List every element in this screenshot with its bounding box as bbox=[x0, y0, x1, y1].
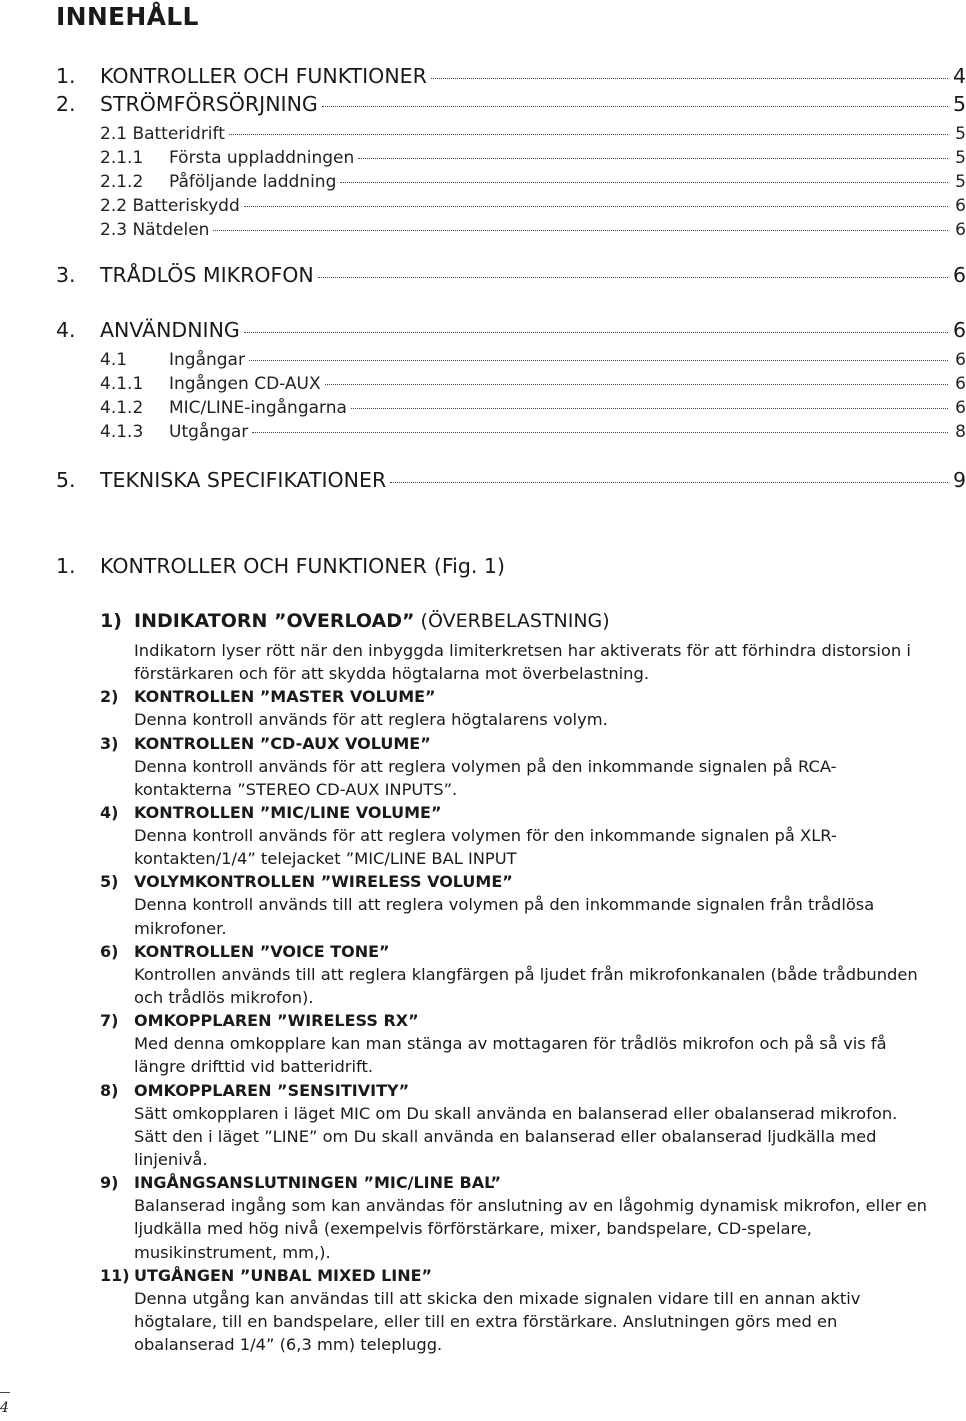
toc-dot-leader bbox=[390, 481, 948, 483]
control-item-description: Indikatorn lyser rött när den inbyggda limiterkretsen har aktiverats för att förhindra distorsion i förstärkaren och för att skydda högtalarna mot överbelastning. bbox=[134, 641, 911, 684]
control-item-title bbox=[100, 1171, 930, 1194]
toc-entry-page: 6 bbox=[955, 196, 966, 216]
control-item bbox=[100, 685, 930, 731]
toc-entry-page: 5 bbox=[955, 148, 966, 168]
toc-entry[interactable] bbox=[56, 92, 966, 116]
toc-entry[interactable] bbox=[100, 398, 966, 418]
control-item bbox=[100, 1171, 930, 1264]
section-title: KONTROLLER OCH FUNKTIONER bbox=[100, 554, 427, 578]
toc-entry-label: TRÅDLÖS MIKROFON bbox=[100, 263, 314, 287]
toc-dot-leader bbox=[351, 407, 948, 409]
control-item-title bbox=[100, 732, 930, 755]
control-item-label-suffix: (ÖVERBELASTNING) bbox=[414, 610, 610, 632]
toc-entry[interactable] bbox=[100, 422, 966, 442]
control-item-label: VOLYMKONTROLLEN ”WIRELESS VOLUME” bbox=[134, 872, 513, 892]
toc-entry-label: Utgångar bbox=[169, 422, 249, 442]
page-number: 4 bbox=[0, 1400, 9, 1416]
toc-entry-page: 5 bbox=[955, 172, 966, 192]
control-item-title bbox=[100, 870, 930, 893]
page-edge-mark bbox=[0, 1392, 10, 1393]
toc-entry[interactable] bbox=[100, 220, 966, 240]
toc-entry-label: Första uppladdningen bbox=[169, 148, 355, 168]
toc-entry-label: Påföljande laddning bbox=[169, 172, 337, 192]
toc-dot-leader bbox=[431, 77, 948, 79]
control-item-label: INGÅNGSANSLUTNINGEN ”MIC/LINE BAL” bbox=[134, 1173, 501, 1193]
toc-dot-leader bbox=[229, 133, 948, 135]
section-heading bbox=[56, 554, 505, 578]
toc-entry[interactable] bbox=[100, 172, 966, 192]
toc-entry[interactable] bbox=[100, 374, 966, 394]
toc-entry[interactable] bbox=[56, 468, 966, 492]
controls-list bbox=[100, 607, 930, 1356]
control-item-description: Denna kontroll används till att reglera volymen på den inkommande signalen från trådlösa mikrofoner. bbox=[134, 895, 875, 938]
control-item-title bbox=[100, 940, 930, 963]
control-item-title bbox=[100, 607, 930, 635]
toc-entry-number: 4.1.1 bbox=[100, 374, 144, 394]
toc-dot-leader bbox=[244, 205, 948, 207]
toc-entry-label: KONTROLLER OCH FUNKTIONER bbox=[100, 64, 427, 88]
toc-entry-label: 2.1 Batteridrift bbox=[100, 124, 225, 144]
control-item-title bbox=[100, 1264, 930, 1287]
toc-entry-number: 5. bbox=[56, 468, 76, 492]
toc-entry[interactable] bbox=[56, 318, 966, 342]
toc-dot-leader bbox=[358, 157, 948, 159]
toc-entry-number: 2. bbox=[56, 92, 76, 116]
toc-dot-leader bbox=[318, 276, 948, 278]
toc-entry-page: 8 bbox=[955, 422, 966, 442]
section-figure-ref: (Fig. 1) bbox=[433, 554, 505, 578]
toc-entry-number: 4.1.3 bbox=[100, 422, 144, 442]
control-item bbox=[100, 732, 930, 801]
toc-entry[interactable] bbox=[100, 196, 966, 216]
control-item-title bbox=[100, 685, 930, 708]
toc-dot-leader bbox=[252, 431, 948, 433]
toc-entry-page: 9 bbox=[952, 468, 966, 492]
control-item-description: Denna kontroll används för att reglera volymen för den inkommande signalen på XLR-kontakten/1/4” telejacket ”MIC/LINE BAL INPUT bbox=[134, 826, 837, 869]
toc-entry-page: 6 bbox=[955, 398, 966, 418]
control-item-description: Kontrollen används till att reglera klangfärgen på ljudet från mikrofonkanalen (både trådbunden och trådlös mikrofon). bbox=[134, 964, 918, 1008]
toc-entry[interactable] bbox=[56, 263, 966, 287]
toc-entry-number: 4.1.2 bbox=[100, 398, 144, 418]
toc-entry-label: 2.3 Nätdelen bbox=[100, 220, 210, 240]
toc-dot-leader bbox=[340, 181, 948, 183]
toc-entry-label: Ingången CD-AUX bbox=[169, 374, 321, 394]
toc-entry-number: 4. bbox=[56, 318, 76, 342]
control-item-number: 9) bbox=[100, 1173, 119, 1193]
toc-entry-label: TEKNISKA SPECIFIKATIONER bbox=[100, 468, 387, 492]
control-item-label: KONTROLLEN ”MIC/LINE VOLUME” bbox=[134, 803, 442, 823]
toc-entry-page: 6 bbox=[955, 220, 966, 240]
toc-entry-number: 4.1 bbox=[100, 350, 128, 370]
control-item-number: 2) bbox=[100, 687, 119, 707]
toc-entry-number: 2.1.1 bbox=[100, 148, 144, 168]
toc-entry-number: 1. bbox=[56, 64, 76, 88]
control-item-description: Denna kontroll används för att reglera volymen på den inkommande signalen på RCA-kontakterna ”STEREO CD-AUX INPUTS”. bbox=[134, 756, 837, 799]
control-item bbox=[100, 1264, 930, 1357]
control-item-number: 1) bbox=[100, 610, 122, 632]
toc-entry-label: 2.2 Batteriskydd bbox=[100, 196, 240, 216]
toc-dot-leader bbox=[325, 383, 948, 385]
section-number: 1. bbox=[56, 554, 76, 578]
control-item bbox=[100, 940, 930, 1009]
control-item-description: Sätt omkopplaren i läget MIC om Du skall använda en balanserad eller obalanserad mikrofon. Sätt den i läget ”LINE” om Du skall använda en balanserad eller obalanserad ljudkälla med linjenivå. bbox=[134, 1103, 898, 1170]
toc-entry-label: ANVÄNDNING bbox=[100, 318, 240, 342]
control-item-number: 6) bbox=[100, 941, 119, 961]
toc-entry-label: Ingångar bbox=[169, 350, 245, 370]
control-item-description: Med denna omkopplare kan man stänga av mottagaren för trådlös mikrofon och på så vis få längre drifttid vid batteridrift. bbox=[134, 1034, 887, 1077]
toc-entry-page: 6 bbox=[955, 374, 966, 394]
control-item-title bbox=[100, 1009, 930, 1032]
toc-entry-page: 5 bbox=[955, 124, 966, 144]
control-item-label: INDIKATORN ”OVERLOAD” bbox=[134, 610, 415, 632]
toc-entry[interactable] bbox=[100, 350, 966, 370]
toc-entry-page: 6 bbox=[955, 350, 966, 370]
toc-entry-page: 6 bbox=[952, 318, 966, 342]
control-item-number: 8) bbox=[100, 1080, 119, 1100]
control-item bbox=[100, 801, 930, 870]
control-item-title bbox=[100, 1079, 930, 1102]
control-item-label: UTGÅNGEN ”UNBAL MIXED LINE” bbox=[134, 1265, 433, 1285]
control-item-label: OMKOPPLAREN ”SENSITIVITY” bbox=[134, 1080, 410, 1100]
toc-entry[interactable] bbox=[100, 148, 966, 168]
control-item bbox=[100, 607, 930, 685]
page-title: INNEHÅLL bbox=[56, 2, 199, 31]
toc-entry-label: STRÖMFÖRSÖRJNING bbox=[100, 92, 318, 116]
toc-dot-leader bbox=[213, 229, 948, 231]
toc-entry[interactable] bbox=[100, 124, 966, 144]
control-item-number: 4) bbox=[100, 803, 119, 823]
control-item-label: KONTROLLEN ”CD-AUX VOLUME” bbox=[134, 733, 431, 753]
toc-entry[interactable] bbox=[56, 64, 966, 88]
control-item-number: 3) bbox=[100, 733, 119, 753]
control-item bbox=[100, 870, 930, 939]
control-item-title bbox=[100, 801, 930, 824]
control-item-label: KONTROLLEN ”VOICE TONE” bbox=[134, 941, 390, 961]
toc-entry-label: MIC/LINE-ingångarna bbox=[169, 398, 347, 418]
toc-entry-page: 4 bbox=[952, 64, 966, 88]
control-item bbox=[100, 1079, 930, 1172]
toc-entry-page: 5 bbox=[952, 92, 966, 116]
control-item-label: OMKOPPLAREN ”WIRELESS RX” bbox=[134, 1011, 419, 1031]
control-item-description: Denna utgång kan användas till att skicka den mixade signalen vidare till en annan aktiv högtalare, till en bandspelare, eller till en extra förstärkare. Anslutningen görs med en obalanserad 1/4” (6,3 mm) teleplugg. bbox=[134, 1288, 861, 1355]
control-item bbox=[100, 1009, 930, 1078]
toc-dot-leader bbox=[322, 105, 948, 107]
toc-entry-number: 3. bbox=[56, 263, 76, 287]
control-item-description: Denna kontroll används för att reglera högtalarens volym. bbox=[134, 710, 608, 730]
control-item-number: 5) bbox=[100, 872, 119, 892]
control-item-description: Balanserad ingång som kan användas för anslutning av en lågohmig dynamisk mikrofon, eller en ljudkälla med hög nivå (exempelvis förförstärkare, mixer, bandspelare, CD-spelare, musikinstrument, mm,). bbox=[134, 1196, 927, 1262]
toc-dot-leader bbox=[249, 359, 948, 361]
control-item-label: KONTROLLEN ”MASTER VOLUME” bbox=[134, 687, 436, 707]
toc-entry-page: 6 bbox=[952, 263, 966, 287]
toc-entry-number: 2.1.2 bbox=[100, 172, 144, 192]
control-item-number: 11) bbox=[100, 1265, 130, 1285]
control-item-number: 7) bbox=[100, 1011, 119, 1031]
toc-dot-leader bbox=[244, 331, 948, 333]
